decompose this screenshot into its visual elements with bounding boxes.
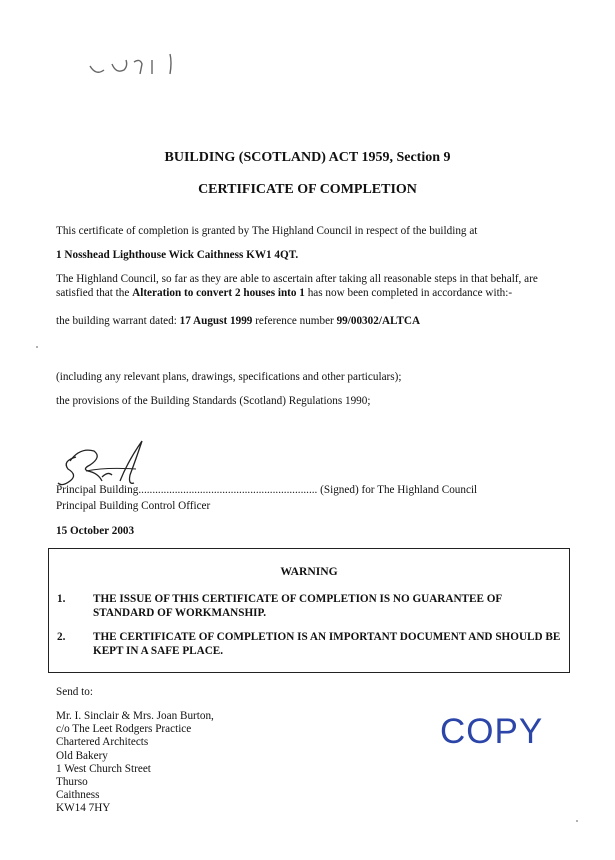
faint-stamp-mark bbox=[86, 48, 196, 88]
warrant-date: 17 August 1999 bbox=[179, 315, 253, 327]
signature-line: Principal Building................................................................ (Signed) for The Highland Council bbox=[56, 484, 478, 496]
warning-item-2-text: THE CERTIFICATE OF COMPLETION IS AN IMPORTANT DOCUMENT AND SHOULD BE KEPT IN A SAFE PLACE. bbox=[93, 631, 561, 657]
address-line: 1 West Church Street bbox=[56, 762, 151, 775]
address-line: Old Bakery bbox=[56, 749, 108, 762]
address-line: Thurso bbox=[56, 776, 88, 789]
send-to-label: Send to: bbox=[56, 686, 93, 698]
warning-title: WARNING bbox=[280, 565, 338, 578]
warning-item-1-number: 1. bbox=[57, 593, 66, 605]
warning-item-1-text: THE ISSUE OF THIS CERTIFICATE OF COMPLETION IS NO GUARANTEE OF STANDARD OF WORKMANSHIP. bbox=[93, 593, 502, 619]
para1-post: has now been completed in accordance with:- bbox=[304, 287, 513, 299]
address-line: KW14 7HY bbox=[56, 802, 111, 815]
address-line: Caithness bbox=[56, 789, 100, 802]
officer-title: Principal Building Control Officer bbox=[56, 500, 211, 512]
certificate-date: 15 October 2003 bbox=[56, 525, 135, 537]
including-text: (including any relevant plans, drawings, specifications and other particulars); bbox=[56, 371, 402, 383]
warning-item-2-number: 2. bbox=[57, 631, 66, 643]
act-heading: BUILDING (SCOTLAND) ACT 1959, Section 9 bbox=[164, 150, 451, 165]
intro-text: This certificate of completion is granted by The Highland Council in respect of the building at bbox=[56, 225, 478, 237]
warrant-line bbox=[56, 314, 420, 328]
para1-pre: satisfied that the bbox=[56, 287, 133, 299]
copy-stamp: COPY bbox=[440, 712, 544, 751]
scan-speck bbox=[36, 346, 38, 348]
address-line: Chartered Architects bbox=[56, 736, 149, 749]
scan-speck bbox=[576, 820, 578, 822]
warning-box bbox=[48, 548, 570, 673]
para1-line1: The Highland Council, so far as they are able to ascertain after taking all reasonable steps in that behalf, are bbox=[56, 273, 538, 285]
certificate-title: CERTIFICATE OF COMPLETION bbox=[198, 182, 417, 197]
address-line: c/o The Leet Rodgers Practice bbox=[56, 723, 192, 736]
warrant-reference: 99/00302/ALTCA bbox=[336, 315, 421, 327]
recipient-address bbox=[56, 710, 214, 816]
para1-line2 bbox=[56, 286, 512, 300]
alteration-description: Alteration to convert 2 houses into 1 bbox=[132, 287, 305, 299]
building-address: 1 Nosshead Lighthouse Wick Caithness KW1 4QT. bbox=[56, 249, 299, 261]
address-line: Mr. I. Sinclair & Mrs. Joan Burton, bbox=[56, 710, 214, 722]
provisions-text: the provisions of the Building Standards (Scotland) Regulations 1990; bbox=[56, 395, 371, 407]
warrant-mid: reference number bbox=[252, 315, 337, 327]
warrant-pre: the building warrant dated: bbox=[56, 315, 180, 327]
